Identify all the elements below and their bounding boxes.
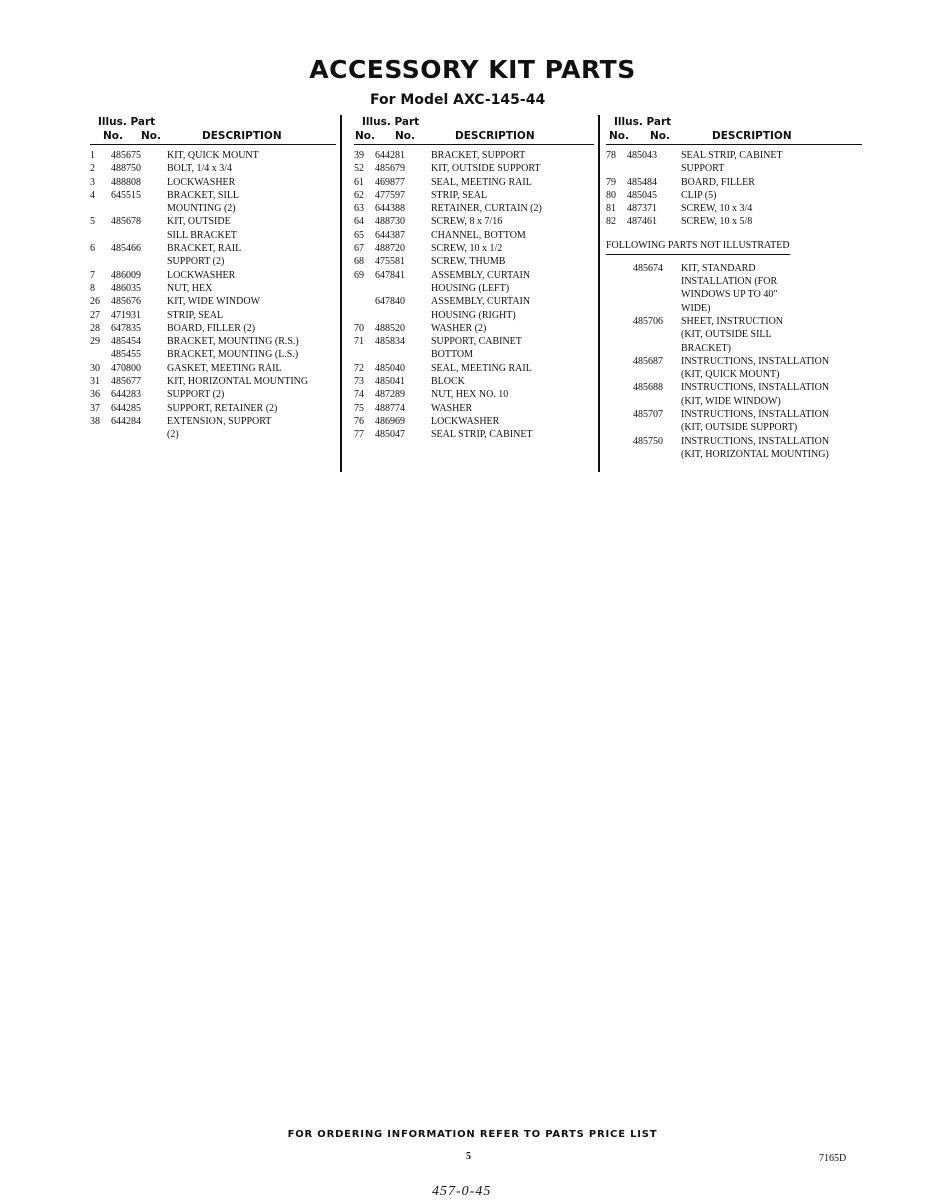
part-description: CHANNEL, BOTTOM [431, 229, 526, 241]
parts-row [90, 242, 336, 255]
part-number: 485674 [633, 262, 663, 274]
part-number: 485040 [375, 362, 405, 374]
parts-row [90, 215, 336, 228]
part-description: SEAL, MEETING RAIL [431, 176, 532, 188]
illus-number: 8 [90, 282, 95, 294]
illus-number: 76 [354, 415, 364, 427]
part-number: 488730 [375, 216, 405, 228]
parts-row [354, 242, 594, 255]
illus-number: 61 [354, 176, 364, 188]
illus-number: 36 [90, 389, 100, 401]
parts-row [606, 202, 862, 215]
illus-number: 26 [90, 296, 100, 308]
part-number: 475581 [375, 256, 405, 268]
parts-list [354, 149, 594, 442]
parts-row [354, 295, 594, 308]
part-number: 485455 [111, 349, 141, 361]
part-number: 644281 [375, 150, 405, 161]
part-description: INSTALLATION (FOR [681, 276, 778, 288]
illus-number: 82 [606, 216, 616, 228]
part-number: 486035 [111, 282, 141, 294]
handwritten-stamp: 457-0-45 [432, 1184, 492, 1199]
part-description: SCREW, 10 x 5/8 [681, 216, 753, 228]
illus-number: 6 [90, 243, 95, 255]
illus-no-header: No. [609, 130, 629, 142]
part-description: BOARD, FILLER [681, 176, 755, 188]
parts-list [606, 149, 862, 229]
part-description: (KIT, OUTSIDE SILL [681, 329, 772, 341]
parts-row [90, 269, 336, 282]
parts-row [354, 269, 594, 282]
part-description: SCREW, 10 x 3/4 [681, 203, 753, 215]
part-description: BRACKET) [681, 342, 731, 354]
illus-number: 73 [354, 376, 364, 388]
part-description: BRACKET, SUPPORT [431, 150, 526, 161]
illus-number: 2 [90, 163, 95, 175]
illus-part-header: Illus. Part [362, 116, 420, 128]
description-header: DESCRIPTION [455, 130, 535, 142]
illus-number: 71 [354, 336, 364, 348]
part-number: 644283 [111, 389, 141, 401]
part-description: WIDE) [681, 302, 711, 314]
illus-number: 27 [90, 309, 100, 321]
illus-number: 28 [90, 322, 100, 334]
part-description: WINDOWS UP TO 40" [681, 289, 778, 301]
parts-row [354, 362, 594, 375]
part-number: 647835 [111, 322, 141, 334]
illus-number: 3 [90, 176, 95, 188]
part-description: SHEET, INSTRUCTION [681, 315, 784, 327]
parts-row [90, 176, 336, 189]
illus-number: 1 [90, 150, 95, 161]
part-description: (KIT, QUICK MOUNT) [681, 369, 780, 381]
parts-row [90, 309, 336, 322]
illus-number: 74 [354, 389, 364, 401]
parts-row [606, 368, 862, 381]
part-number: 486009 [111, 269, 141, 281]
part-description: WASHER [431, 402, 473, 414]
part-number: 485679 [375, 163, 405, 175]
part-description: SUPPORT [681, 163, 725, 175]
parts-row [354, 415, 594, 428]
part-description: KIT, OUTSIDE SUPPORT [431, 163, 541, 175]
part-number: 485466 [111, 243, 141, 255]
column-header [606, 129, 862, 145]
part-description: NUT, HEX NO. 10 [431, 389, 509, 401]
parts-row [354, 176, 594, 189]
illus-number: 67 [354, 243, 364, 255]
parts-row [90, 375, 336, 388]
illus-number: 5 [90, 216, 95, 228]
parts-row [354, 309, 594, 322]
part-description: NUT, HEX [167, 282, 213, 294]
not-illustrated-list [606, 262, 862, 461]
part-description: BOTTOM [431, 349, 474, 361]
illus-number: 77 [354, 429, 364, 441]
parts-row [90, 388, 336, 401]
part-description: BRACKET, MOUNTING (L.S.) [167, 349, 299, 361]
illus-number: 52 [354, 163, 364, 175]
parts-row [606, 176, 862, 189]
illus-number: 80 [606, 189, 616, 201]
parts-column-2 [354, 115, 594, 442]
part-description: SUPPORT (2) [167, 256, 225, 268]
part-number: 644387 [375, 229, 405, 241]
part-number: 469877 [375, 176, 405, 188]
part-description: EXTENSION, SUPPORT [167, 415, 272, 427]
parts-row [606, 262, 862, 275]
parts-row [606, 162, 862, 175]
part-description: SCREW, 10 x 1/2 [431, 243, 503, 255]
column-divider-right [598, 115, 600, 472]
part-description: SILL BRACKET [167, 229, 237, 241]
part-number: 488720 [375, 243, 405, 255]
part-number: 471931 [111, 309, 141, 321]
part-number: 644284 [111, 415, 141, 427]
part-number: 470800 [111, 362, 141, 374]
part-description: KIT, STANDARD [681, 262, 756, 274]
parts-row [606, 315, 862, 328]
illus-number: 65 [354, 229, 364, 241]
part-no-header: No. [141, 130, 161, 142]
illus-number: 37 [90, 402, 100, 414]
parts-column-1 [90, 115, 336, 442]
part-description: SUPPORT, CABINET [431, 336, 522, 348]
part-number: 487371 [627, 203, 657, 215]
parts-row [606, 342, 862, 355]
part-description: SEAL, MEETING RAIL [431, 362, 532, 374]
part-number: 485043 [627, 150, 657, 161]
part-description: SCREW, 8 x 7/16 [431, 216, 503, 228]
illus-number: 4 [90, 189, 95, 201]
part-number: 488808 [111, 176, 141, 188]
illus-number: 29 [90, 336, 100, 348]
illus-number: 79 [606, 176, 616, 188]
part-number: 485675 [111, 150, 141, 161]
part-number: 486969 [375, 415, 405, 427]
part-number: 647841 [375, 269, 405, 281]
illus-number: 72 [354, 362, 364, 374]
part-no-header: No. [395, 130, 415, 142]
part-description: INSTRUCTIONS, INSTALLATION [681, 382, 830, 394]
part-description: SUPPORT (2) [167, 389, 225, 401]
parts-row [606, 302, 862, 315]
part-number: 485707 [633, 409, 663, 421]
parts-row [90, 162, 336, 175]
parts-row [90, 428, 336, 441]
parts-row [606, 275, 862, 288]
part-description: BOARD, FILLER (2) [167, 322, 256, 334]
parts-row [354, 388, 594, 401]
page-subtitle: For Model AXC-145-44 [370, 92, 546, 108]
part-description: ASSEMBLY, CURTAIN [431, 269, 531, 281]
illus-number: 81 [606, 203, 616, 215]
part-number: 485706 [633, 315, 663, 327]
parts-row [354, 348, 594, 361]
part-description: RETAINER, CURTAIN (2) [431, 203, 542, 215]
parts-row [354, 282, 594, 295]
illus-no-header: No. [355, 130, 375, 142]
parts-row [90, 282, 336, 295]
part-number: 647840 [375, 296, 405, 308]
illus-number: 39 [354, 150, 364, 161]
part-description: BRACKET, MOUNTING (R.S.) [167, 336, 299, 348]
part-number: 485677 [111, 376, 141, 388]
parts-row [354, 255, 594, 268]
illus-part-header: Illus. Part [614, 116, 672, 128]
part-number: 645515 [111, 189, 141, 201]
part-description: KIT, OUTSIDE [167, 216, 231, 228]
part-description: HOUSING (LEFT) [431, 282, 510, 294]
part-number: 644285 [111, 402, 141, 414]
part-description: KIT, WIDE WINDOW [167, 296, 261, 308]
parts-row [606, 149, 862, 162]
parts-row [606, 288, 862, 301]
illus-number: 62 [354, 189, 364, 201]
parts-row [354, 428, 594, 441]
illus-number: 78 [606, 150, 616, 161]
illus-number: 75 [354, 402, 364, 414]
part-description: BRACKET, RAIL [167, 243, 242, 255]
part-number: 485454 [111, 336, 141, 348]
illus-number: 31 [90, 376, 100, 388]
part-description: (KIT, OUTSIDE SUPPORT) [681, 422, 798, 434]
part-description: SCREW, THUMB [431, 256, 506, 268]
part-number: 485678 [111, 216, 141, 228]
part-description: (KIT, WIDE WINDOW) [681, 395, 781, 407]
part-number: 487461 [627, 216, 657, 228]
part-description: STRIP, SEAL [167, 309, 224, 321]
parts-row [354, 375, 594, 388]
part-number: 485834 [375, 336, 405, 348]
parts-column-3 [606, 115, 862, 461]
part-description: BRACKET, SILL [167, 189, 240, 201]
part-description: WASHER (2) [431, 322, 487, 334]
part-number: 477597 [375, 189, 405, 201]
parts-row [354, 335, 594, 348]
parts-row [90, 149, 336, 162]
parts-row [354, 229, 594, 242]
parts-row [354, 322, 594, 335]
part-description: LOCKWASHER [431, 415, 500, 427]
illus-number: 30 [90, 362, 100, 374]
illus-number: 7 [90, 269, 95, 281]
parts-row [354, 162, 594, 175]
part-description: STRIP, SEAL [431, 189, 488, 201]
part-number: 485045 [627, 189, 657, 201]
illus-number: 70 [354, 322, 364, 334]
part-description: KIT, QUICK MOUNT [167, 150, 259, 161]
description-header: DESCRIPTION [202, 130, 282, 142]
part-description: (2) [167, 429, 179, 441]
part-number: 485688 [633, 382, 663, 394]
part-description: INSTRUCTIONS, INSTALLATION [681, 355, 830, 367]
part-number: 485047 [375, 429, 405, 441]
part-description: KIT, HORIZONTAL MOUNTING [167, 376, 309, 388]
page-title: ACCESSORY KIT PARTS [309, 55, 636, 84]
parts-row [90, 335, 336, 348]
parts-row [90, 295, 336, 308]
part-description: (KIT, HORIZONTAL MOUNTING) [681, 448, 829, 460]
column-divider-left [340, 115, 342, 472]
parts-row [90, 202, 336, 215]
part-number: 644388 [375, 203, 405, 215]
part-number: 485676 [111, 296, 141, 308]
illus-number: 69 [354, 269, 364, 281]
page-number: 5 [466, 1151, 471, 1162]
parts-row [606, 355, 862, 368]
parts-row [354, 202, 594, 215]
not-illustrated-heading: FOLLOWING PARTS NOT ILLUSTRATED [606, 239, 790, 255]
part-description: CLIP (5) [681, 189, 717, 201]
part-description: INSTRUCTIONS, INSTALLATION [681, 409, 830, 421]
part-description: SUPPORT, RETAINER (2) [167, 402, 278, 414]
part-number: 485041 [375, 376, 405, 388]
part-number: 488750 [111, 163, 141, 175]
part-number: 485750 [633, 435, 663, 447]
parts-row [90, 322, 336, 335]
parts-row [606, 328, 862, 341]
part-number: 488774 [375, 402, 405, 414]
part-description: SEAL STRIP, CABINET [681, 150, 783, 161]
parts-row [606, 189, 862, 202]
part-description: BOLT, 1/4 x 3/4 [167, 163, 233, 175]
column-header [90, 129, 336, 145]
part-description: LOCKWASHER [167, 176, 236, 188]
parts-row [90, 189, 336, 202]
part-description: BLOCK [431, 376, 465, 388]
parts-row [90, 402, 336, 415]
part-number: 485484 [627, 176, 657, 188]
parts-row [606, 408, 862, 421]
parts-row [90, 348, 336, 361]
parts-row [354, 149, 594, 162]
parts-row [606, 395, 862, 408]
parts-row [354, 189, 594, 202]
part-number: 488520 [375, 322, 405, 334]
parts-row [606, 435, 862, 448]
part-number: 485687 [633, 355, 663, 367]
part-description: SEAL STRIP, CABINET [431, 429, 533, 441]
parts-list [90, 149, 336, 442]
part-description: MOUNTING (2) [167, 203, 236, 215]
part-description: INSTRUCTIONS, INSTALLATION [681, 435, 830, 447]
illus-number: 63 [354, 203, 364, 215]
parts-row [354, 402, 594, 415]
part-description: ASSEMBLY, CURTAIN [431, 296, 531, 308]
parts-row [606, 448, 862, 461]
part-number: 487289 [375, 389, 405, 401]
part-no-header: No. [650, 130, 670, 142]
illus-part-header: Illus. Part [98, 116, 156, 128]
description-header: DESCRIPTION [712, 130, 792, 142]
part-description: HOUSING (RIGHT) [431, 309, 516, 321]
illus-number: 38 [90, 415, 100, 427]
parts-row [90, 229, 336, 242]
part-description: LOCKWASHER [167, 269, 236, 281]
parts-row [90, 362, 336, 375]
parts-row [606, 215, 862, 228]
page-code: 7165D [819, 1153, 847, 1164]
illus-no-header: No. [103, 130, 123, 142]
part-description: GASKET, MEETING RAIL [167, 362, 282, 374]
column-header [354, 129, 594, 145]
illus-number: 68 [354, 256, 364, 268]
illus-number: 64 [354, 216, 364, 228]
parts-row [90, 255, 336, 268]
parts-row [354, 215, 594, 228]
parts-row [90, 415, 336, 428]
ordering-footer: FOR ORDERING INFORMATION REFER TO PARTS PRICE LIST [287, 1129, 658, 1140]
parts-row [606, 421, 862, 434]
parts-row [606, 381, 862, 394]
